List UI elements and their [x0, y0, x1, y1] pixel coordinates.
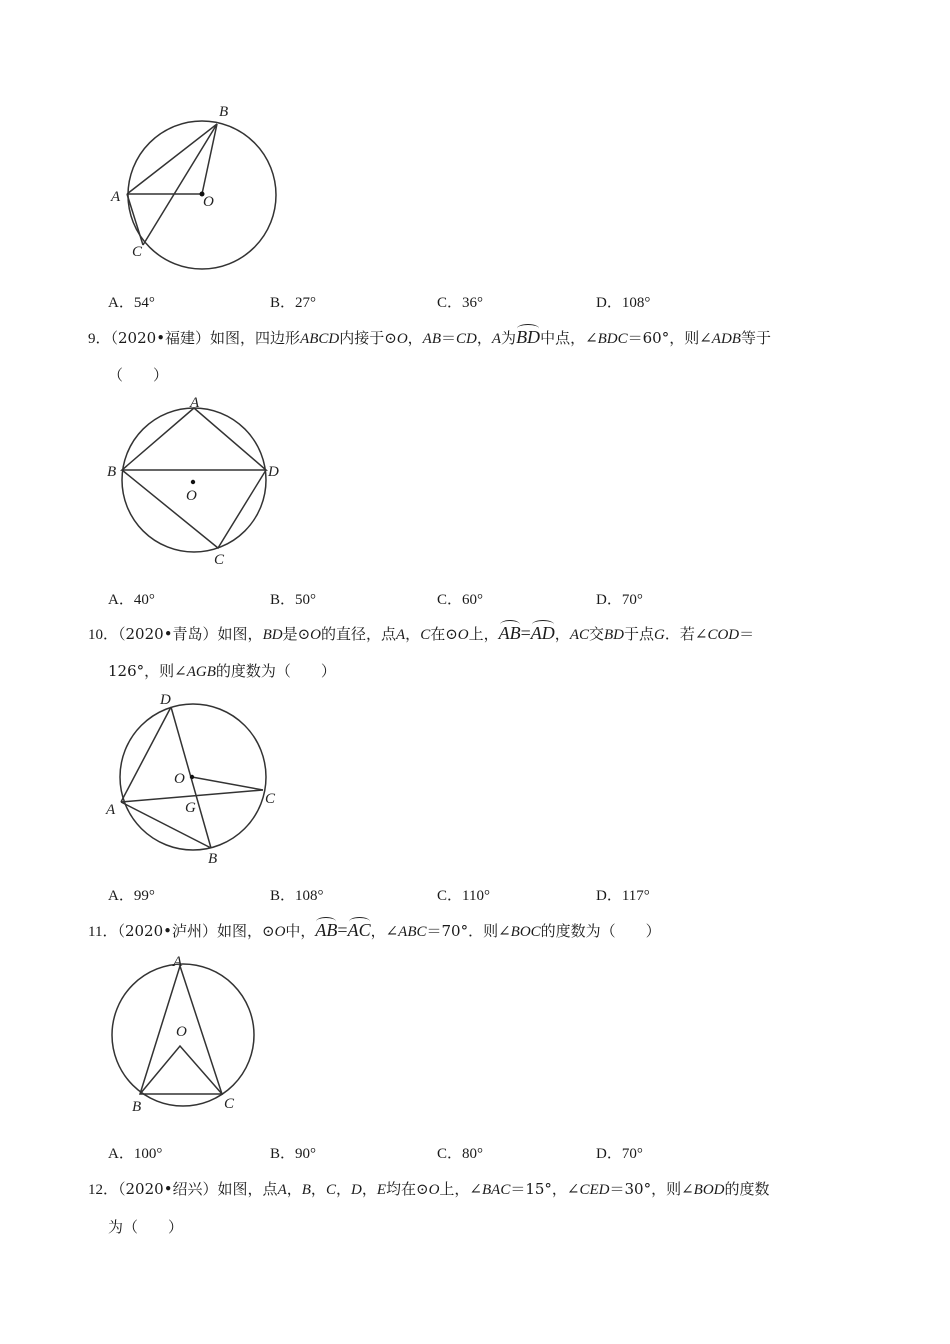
circle-o — [122, 408, 266, 552]
segment-ab — [121, 802, 211, 848]
arc-ab: AB — [315, 920, 338, 940]
choice-b[interactable]: B．27° — [270, 295, 317, 311]
center-dot — [190, 775, 194, 779]
label-c: C — [224, 1096, 235, 1112]
question-source: （2020•青岛） — [118, 625, 218, 643]
question-9: 9．（2020•福建）如图，四边形ABCD内接于⊙O，AB＝CD，A为BD中点，∠BDC＝60°，则∠ADB等于 — [88, 327, 771, 347]
choice-c[interactable]: C．80° — [437, 1146, 484, 1162]
question-12: 12．（2020•绍兴）如图，点A，B，C，D，E均在⊙O上，∠BAC＝15°，∠CED＝30°，则∠BOD的度数 — [88, 1180, 770, 1198]
label-c: C — [132, 244, 143, 260]
q8-choices — [108, 291, 808, 313]
label-g: G — [185, 800, 196, 816]
label-d: D — [160, 692, 171, 708]
label-d: D — [268, 464, 279, 480]
label-a: A — [173, 954, 183, 970]
label-c: C — [265, 791, 276, 807]
label-o: O — [186, 488, 197, 504]
choice-c[interactable]: C．110° — [437, 888, 490, 904]
figure-q8-svg — [100, 98, 290, 278]
label-b: B — [219, 104, 229, 120]
label-a: A — [106, 802, 116, 818]
label-a: A — [111, 189, 121, 205]
figure-q8 — [100, 98, 290, 278]
label-b: B — [107, 464, 117, 480]
question-10: 10．（2020•青岛）如图，BD是⊙O的直径，点A，C在⊙O上，AB=AD，AC交BD于点G．若∠COD＝ — [88, 623, 755, 643]
label-a: A — [190, 395, 200, 411]
label-o: O — [174, 771, 185, 787]
figure-q10-svg — [100, 686, 300, 866]
q11-choices — [108, 1142, 808, 1164]
center-dot — [191, 480, 195, 484]
choice-c[interactable]: C．36° — [437, 295, 484, 311]
question-9-paren: （ ） — [108, 366, 169, 384]
choice-c[interactable]: C．60° — [437, 592, 484, 608]
arc-bd: BD — [516, 327, 541, 347]
label-o: O — [176, 1024, 187, 1040]
segment-ac — [127, 194, 143, 245]
question-10-line2: 126°，则∠AGB的度数为（ ） — [108, 662, 336, 680]
question-source: （2020•泸州） — [117, 922, 217, 940]
label-b: B — [132, 1099, 142, 1115]
figure-q10 — [100, 686, 300, 866]
choice-d[interactable]: D．70° — [596, 592, 643, 608]
label-b: B — [208, 851, 218, 867]
choice-a[interactable]: A．54° — [108, 295, 155, 311]
choice-b[interactable]: B．108° — [270, 888, 324, 904]
choice-a[interactable]: A．40° — [108, 592, 155, 608]
arc-ac: AC — [347, 920, 371, 940]
figure-q9-svg — [100, 390, 290, 570]
arc-ad: AD — [530, 623, 555, 643]
choice-d[interactable]: D．117° — [596, 888, 650, 904]
question-11: 11．（2020•泸州）如图，⊙O中，AB=AC，∠ABC＝70°．则∠BOC的度数为（ ） — [88, 920, 661, 940]
choice-a[interactable]: A．99° — [108, 888, 155, 904]
arc-ab: AB — [498, 623, 521, 643]
choice-d[interactable]: D．70° — [596, 1146, 643, 1162]
figure-q9 — [100, 390, 290, 570]
q9-choices — [108, 588, 808, 610]
question-source: （2020•福建） — [110, 329, 211, 347]
question-12-line2: 为（ ） — [108, 1218, 184, 1236]
question-source: （2020•绍兴） — [118, 1180, 218, 1198]
choice-d[interactable]: D．108° — [596, 295, 651, 311]
label-c: C — [214, 552, 225, 568]
figure-q11-svg — [100, 950, 290, 1120]
figure-q11 — [100, 950, 290, 1120]
choice-b[interactable]: B．90° — [270, 1146, 317, 1162]
q10-choices — [108, 884, 808, 906]
label-o: O — [203, 194, 214, 210]
triangle-abd — [122, 408, 266, 470]
choice-a[interactable]: A．100° — [108, 1146, 163, 1162]
segment-bc — [143, 124, 217, 245]
choice-b[interactable]: B．50° — [270, 592, 317, 608]
segment-oc — [192, 777, 263, 790]
